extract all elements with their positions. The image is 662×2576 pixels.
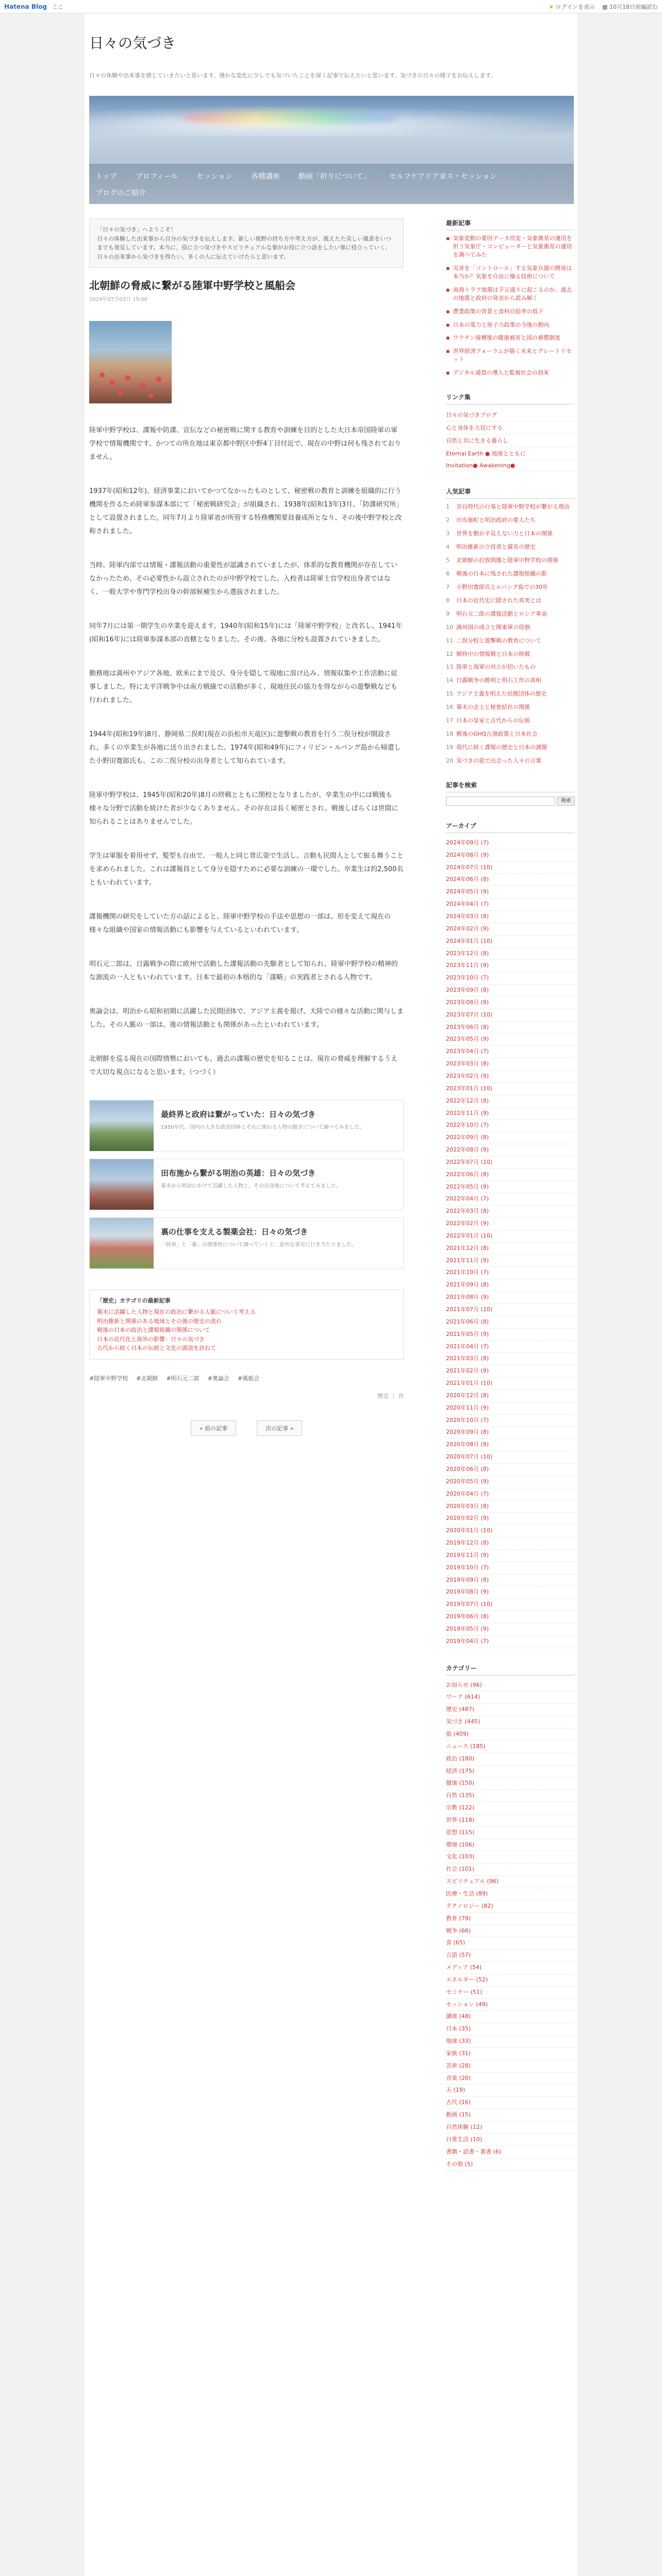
archive-item[interactable]: 2023年03月 (8) xyxy=(446,1058,575,1071)
entry-paragraph: 当時、陸軍内部では情報・諜報活動の重要性が認識されていましたが、体系的な教育機関が存在していなかったため、その必要性から設立されたのが中野学校でした。入校者は陸軍士官学校出身者ではなく、一般大学や専門学校出身の幹部候補生から選抜されました。 xyxy=(89,562,398,597)
sidebar-recent-item xyxy=(446,321,575,329)
search-input[interactable] xyxy=(446,796,555,806)
page-container xyxy=(84,13,578,2576)
archive-item[interactable]: 2021年12月 (8) xyxy=(446,1243,575,1255)
sidebar-recent-item xyxy=(446,264,575,281)
related-card[interactable] xyxy=(89,1159,404,1210)
popular-rank: 2 xyxy=(446,517,450,524)
category-item[interactable]: 教育 (79) xyxy=(446,1913,575,1925)
sidebar-recent-item xyxy=(446,369,575,377)
archive-item[interactable]: 2019年11月 (9) xyxy=(446,1550,575,1562)
entry-paragraph: 同年7月には第一期学生の卒業を迎えます。1940年(昭和15年)には「陸軍中野学校」と改名し、1941年(昭和16年)には陸軍参謀本部の直轄となりました。その後、各地に分校も設置されていきました。 xyxy=(89,622,403,644)
related-card[interactable] xyxy=(89,1217,404,1269)
bullet-icon: ▪ xyxy=(446,334,450,342)
popular-item xyxy=(446,623,575,632)
archive-item[interactable]: 2020年02月 (9) xyxy=(446,1513,575,1525)
archive-item[interactable]: 2019年10月 (7) xyxy=(446,1562,575,1574)
archive-item[interactable]: 2024年09月 (7) xyxy=(446,837,575,850)
archive-item[interactable]: 2022年11月 (9) xyxy=(446,1108,575,1120)
welcome-notice: 「日々の気づき」へようこそ！ 日々の体験した出来事から自分の気づきを伝えします。新しい視野の持ち方や考え方が、既えたた美しい風景をいつまでも発見しています。本当に、役に立つ気づきやスピリチュアルな事がお役に立つ話をしたい事に役立っていく、日々の出来事から気づきを得たい、多くの人に伝えていけたらと思います。 xyxy=(89,218,404,268)
popular-item xyxy=(446,637,575,645)
popular-rank: 17 xyxy=(446,717,453,724)
popular-rank: 15 xyxy=(446,690,453,698)
category-item[interactable]: 気づき (445) xyxy=(446,1716,575,1728)
blog-title[interactable]: 日々の気づき xyxy=(89,35,176,52)
category-item[interactable]: セミナー (51) xyxy=(446,1987,575,1999)
archive-item[interactable]: 2023年11月 (9) xyxy=(446,960,575,972)
main-column xyxy=(89,218,404,1436)
archive-item[interactable]: 2024年05月 (9) xyxy=(446,886,575,899)
entry-paragraph: 1944年(昭和19年)8月、静岡県二俣町(現在の浜松市天竜区)に遊撃戦の教育を行う二俣分校が開設され、多くの卒業生が各地に送り出されました。1974年(昭和49年)にフィリピン・ルバング島から帰還した小野田寛郎氏も、この二俣分校の出身者として知られています。 xyxy=(89,731,401,766)
related-card[interactable] xyxy=(89,1100,404,1151)
related-thumb xyxy=(90,1100,154,1151)
category-item[interactable]: 世界 (118) xyxy=(446,1815,575,1827)
category-item[interactable]: 講座 (48) xyxy=(446,2011,575,2023)
popular-item xyxy=(446,597,575,605)
entry-paragraph: 勤務地は満州やアジア各地、欧米にまで及び、身分を隠して現地に溶け込み、情報収集や工作活動に従事しました。特に太平洋戦争中は南方戦線での活動が多く、現地住民の協力を得ながらの遊撃戦なども行われました。 xyxy=(89,670,398,705)
archive-item[interactable]: 2022年01月 (10) xyxy=(446,1230,575,1243)
category-item[interactable]: 宗教 (122) xyxy=(446,1802,575,1815)
sidebar-link[interactable]: 日々の気づきブログ xyxy=(446,409,575,421)
popular-rank: 10 xyxy=(446,623,453,631)
sidebar-recent-link[interactable]: 日本の電力と原子力政策の今後の動向 xyxy=(453,321,550,328)
archive-item[interactable]: 2024年07月 (10) xyxy=(446,862,575,874)
category-recent-link[interactable]: 古代から続く日本の伝統と文化の源流を訪ねて xyxy=(97,1345,216,1352)
popular-link[interactable]: 日露戦争の勝利と明石工作の真相 xyxy=(456,677,541,684)
archive-item[interactable]: 2020年12月 (8) xyxy=(446,1390,575,1402)
category-item[interactable]: 旅 (409) xyxy=(446,1728,575,1741)
popular-item xyxy=(446,743,575,752)
popular-item xyxy=(446,530,575,538)
topbar-menu[interactable]: ここ xyxy=(52,3,63,10)
popular-item xyxy=(446,583,575,591)
popular-link[interactable]: アジア主義を唱えた民間団体の歴史 xyxy=(456,690,547,698)
category-item[interactable]: 日常生活 (10) xyxy=(446,2134,575,2146)
popular-link[interactable]: 日本の近代史に隠された真実とは xyxy=(456,597,541,604)
category-item[interactable]: 自然体験 (12) xyxy=(446,2122,575,2134)
archive-item[interactable]: 2021年01月 (10) xyxy=(446,1378,575,1390)
popular-item xyxy=(446,690,575,698)
popular-item xyxy=(446,570,575,578)
popular-rank: 20 xyxy=(446,757,453,764)
sidebar xyxy=(446,218,575,2171)
entry-tag[interactable]: #奥論会 xyxy=(207,1375,229,1382)
nav-item-4[interactable]: 動画「折りについて」 xyxy=(298,173,371,181)
category-item[interactable]: テクノロジー (82) xyxy=(446,1901,575,1913)
archive-item[interactable]: 2023年06月 (8) xyxy=(446,1022,575,1034)
category-item[interactable]: その他 (5) xyxy=(446,2159,575,2171)
blog-description: 日々の体験や出来事を感じていきたいと思います。僅かな変化に少しでも気づいたことを深く記事で伝えたいと思います。気づきの日々の様子をお伝えします。 xyxy=(89,72,496,79)
related-title[interactable]: 田布施から繋がる明治の英雄：日々の気づき xyxy=(161,1168,316,1178)
archive-item[interactable]: 2023年09月 (8) xyxy=(446,985,575,997)
nav-item-5[interactable]: セルフケアリア求ス・セッション xyxy=(389,173,497,181)
entry-paragraph: 諜報機関の研究をしていた方の話によると、陸軍中野学校の手法や思想の一部は、形を変えて現在の様々な組織や国家の情報活動にも影響を与えているといわれています。 xyxy=(89,913,391,935)
archive-item[interactable]: 2024年02月 (9) xyxy=(446,923,575,936)
archive-item[interactable]: 2021年06月 (8) xyxy=(446,1316,575,1329)
sidebar-recent-link[interactable]: 災害を「コントロール」する気象兵器の開発は本当か？気象を自由に操る技術について xyxy=(453,264,572,280)
category-item[interactable]: 社会 (101) xyxy=(446,1863,575,1876)
popular-rank: 3 xyxy=(446,530,450,537)
date-link[interactable]: ▦ 10月18日前編読む xyxy=(602,3,658,10)
sidebar-search-heading: 記事を検索 xyxy=(446,781,575,792)
archive-item[interactable]: 2021年09月 (8) xyxy=(446,1279,575,1292)
popular-link[interactable]: 幕末の志士と秘密結社の関係 xyxy=(456,704,530,711)
popular-link[interactable]: 戦後のGHQ占領政策と日本社会 xyxy=(456,731,538,738)
popular-item xyxy=(446,717,575,725)
archive-item[interactable]: 2019年12月 (8) xyxy=(446,1537,575,1550)
archive-item[interactable]: 2022年07月 (10) xyxy=(446,1157,575,1169)
entry-paragraph: 奥論会は、明治から昭和初期に活躍した民間団体で、アジア主義を掲げ、大陸での様々な活動に関与しました。その人脈の一部は、後の情報活動とも関係があったといわれています。 xyxy=(89,1008,404,1029)
popular-link[interactable]: 明治維新の立役者と薩長の歴史 xyxy=(456,544,536,550)
popular-link[interactable]: 戦時中の情報戦と日本の敗戦 xyxy=(456,650,530,657)
category-item[interactable]: 地球 (33) xyxy=(446,2036,575,2048)
share-area xyxy=(89,1392,404,1400)
category-recent-box xyxy=(89,1290,404,1360)
category-item[interactable]: 言語 (57) xyxy=(446,1950,575,1962)
category-item[interactable]: 書籍・読書・著書 (6) xyxy=(446,2146,575,2159)
bullet-icon: ▪ xyxy=(446,308,450,315)
category-recent-link[interactable]: 幕末に活躍した人物と現在の政治に繋がる人脈について考える xyxy=(97,1308,256,1315)
popular-rank: 7 xyxy=(446,583,450,590)
sidebar-link[interactable]: Eternal Earth ● 地球とともに xyxy=(446,447,575,460)
sidebar-recent-link[interactable]: デジタル通貨の導入と監視社会の到来 xyxy=(453,369,549,377)
sidebar-category-heading: カテゴリー xyxy=(446,1664,575,1675)
popular-item xyxy=(446,703,575,711)
sidebar-search xyxy=(446,796,575,806)
sidebar-recent-item xyxy=(446,347,575,364)
archive-item[interactable]: 2023年02月 (9) xyxy=(446,1071,575,1083)
share-label[interactable]: 歴史 ｜ 共 xyxy=(377,1392,404,1399)
related-thumb xyxy=(90,1159,154,1210)
popular-link[interactable]: 日本の皇室と古代からの伝統 xyxy=(456,717,530,724)
sidebar-recent-link[interactable]: 南海トラフ地震は予言通りに起こるのか、過去の地震と政府の発表から読み解く xyxy=(453,286,572,301)
archive-item[interactable]: 2019年05月 (9) xyxy=(446,1623,575,1636)
archive-item[interactable]: 2020年09月 (8) xyxy=(446,1427,575,1439)
category-item[interactable]: 政治 (180) xyxy=(446,1753,575,1766)
sidebar-link[interactable]: 心と身体を大切にする xyxy=(446,421,575,434)
popular-link[interactable]: 小野田寛郎氏とルバング島での30年 xyxy=(456,583,549,590)
archive-item[interactable]: 2021年03月 (8) xyxy=(446,1353,575,1365)
search-button[interactable]: 検索 xyxy=(557,796,575,806)
entry-tag[interactable]: #明石元二郎 xyxy=(166,1375,200,1382)
bullet-icon: ▪ xyxy=(446,286,450,293)
archive-item[interactable]: 2021年10月 (7) xyxy=(446,1267,575,1279)
archive-item[interactable]: 2020年06月 (8) xyxy=(446,1464,575,1476)
popular-rank: 14 xyxy=(446,677,453,684)
entry-title[interactable]: 北朝鮮の脅威に繋がる陸軍中野学校と風船会 xyxy=(89,279,295,292)
archive-item[interactable]: 2021年08月 (9) xyxy=(446,1292,575,1304)
popular-item xyxy=(446,610,575,618)
archive-item[interactable]: 2022年12月 (8) xyxy=(446,1095,575,1108)
related-title[interactable]: 最終界と政府は繋がっていた：日々の気づき xyxy=(161,1110,316,1120)
popular-item xyxy=(446,556,575,565)
popular-rank: 19 xyxy=(446,744,453,751)
popular-item xyxy=(446,663,575,671)
popular-item xyxy=(446,516,575,524)
popular-link[interactable]: 満州国の成立と関東軍の役割 xyxy=(456,623,530,631)
nav-item-1[interactable]: プロフィール xyxy=(135,173,178,181)
archive-item[interactable]: 2023年04月 (7) xyxy=(446,1046,575,1058)
sidebar-popular-heading: 人気記事 xyxy=(446,487,575,499)
entry-tag[interactable]: #風船会 xyxy=(237,1375,260,1382)
related-desc: 「陸軍」と「薬」の関係性について調べていくと、意外な事実に行き当たりました。 xyxy=(161,1242,357,1248)
archive-item[interactable]: 2024年03月 (8) xyxy=(446,911,575,923)
entry-paragraph: 北朝鮮を巡る現在の国際情勢においても、過去の諜報の歴史を知ることは、現在の脅威を理解するうえで大切な視点になると思います。（つづく） xyxy=(89,1055,398,1077)
next-entry-button[interactable]: 次の記事 » xyxy=(257,1420,302,1436)
popular-item xyxy=(446,757,575,765)
popular-item xyxy=(446,650,575,658)
sidebar-links-heading: リンク集 xyxy=(446,393,575,404)
archive-item[interactable]: 2021年11月 (9) xyxy=(446,1255,575,1267)
header-rainbow xyxy=(182,110,399,126)
sidebar-recent-link[interactable]: 気象変動の要因データ改変・気象衛星の運用を担う気象庁・コンピューターと気象衛星の運用を調べてみた xyxy=(453,235,572,258)
archive-item[interactable]: 2024年08月 (9) xyxy=(446,850,575,862)
category-item[interactable]: 健康 (150) xyxy=(446,1777,575,1790)
popular-item xyxy=(446,676,575,685)
archive-item[interactable]: 2019年07月 (10) xyxy=(446,1599,575,1611)
archive-item[interactable]: 2019年06月 (8) xyxy=(446,1611,575,1623)
archive-item[interactable]: 2021年02月 (9) xyxy=(446,1365,575,1378)
category-item[interactable]: スピリチュアル (96) xyxy=(446,1876,575,1888)
entry-paragraph: 明石元二郎は、日露戦争の際に欧州で活動した諜報活動の先駆者として知られ、陸軍中野学校の精神的な源流の一人ともいわれています。日本で最初の本格的な「謀略」の実践者とされる人物です。 xyxy=(89,960,398,982)
popular-link[interactable]: 陸軍と海軍の対立が招いたもの xyxy=(456,664,536,671)
popular-link[interactable]: 現代に続く諜報の歴史と日本の課題 xyxy=(456,744,547,751)
archive-item[interactable]: 2022年05月 (9) xyxy=(446,1181,575,1194)
archive-item[interactable]: 2022年06月 (8) xyxy=(446,1169,575,1181)
nav-item-2[interactable]: セッション xyxy=(196,173,233,181)
category-item[interactable]: メディア (54) xyxy=(446,1962,575,1974)
category-item[interactable]: お知らせ (96) xyxy=(446,1680,575,1692)
archive-item[interactable]: 2020年08月 (9) xyxy=(446,1439,575,1451)
archive-item[interactable]: 2022年04月 (7) xyxy=(446,1193,575,1206)
sidebar-recent-link[interactable]: ワクチン接種後の健康被害と国の補償制度 xyxy=(453,334,560,342)
archive-item[interactable]: 2022年08月 (9) xyxy=(446,1144,575,1157)
popular-rank: 12 xyxy=(446,650,453,657)
popular-item xyxy=(446,543,575,551)
popular-rank: 11 xyxy=(446,637,453,644)
archive-item[interactable]: 2022年10月 (7) xyxy=(446,1120,575,1132)
archive-item[interactable]: 2023年07月 (10) xyxy=(446,1009,575,1022)
sidebar-recent-item xyxy=(446,234,575,259)
category-item[interactable]: 家族 (31) xyxy=(446,2048,575,2060)
entry-tag[interactable]: #陸軍中野学校 xyxy=(89,1375,128,1382)
entry-tag[interactable]: #北朝鮮 xyxy=(136,1375,158,1382)
topbar-right xyxy=(549,3,658,11)
category-item[interactable]: セッション (49) xyxy=(446,1999,575,2011)
archive-item[interactable]: 2020年11月 (9) xyxy=(446,1402,575,1415)
popular-rank: 9 xyxy=(446,610,450,617)
popular-item xyxy=(446,503,575,511)
archive-item[interactable]: 2020年03月 (8) xyxy=(446,1501,575,1513)
archive-item[interactable]: 2024年04月 (7) xyxy=(446,899,575,911)
sidebar-archive-heading: アーカイブ xyxy=(446,821,575,833)
popular-link[interactable]: 戦後の日本に残された諜報組織の影 xyxy=(456,570,547,577)
sidebar-link[interactable]: 自然と共に生きる暮らし xyxy=(446,434,575,447)
category-item[interactable]: 自然 (135) xyxy=(446,1790,575,1802)
sidebar-recent-item xyxy=(446,334,575,342)
popular-rank: 18 xyxy=(446,731,453,738)
bullet-icon: ▪ xyxy=(446,235,450,242)
pager xyxy=(89,1420,404,1436)
popular-rank: 8 xyxy=(446,597,450,604)
hatena-topbar xyxy=(0,0,662,13)
archive-item[interactable]: 2022年09月 (8) xyxy=(446,1132,575,1144)
entry-paragraph: 1937年(昭和12年)、経済事業においてかつてなかったものとして、秘密戦の教育と訓練を組織的に行う機関を作るため陸軍参謀本部にて「秘密戦研究会」が組織され、1938年(昭和13年)3月、「防諜研究所」として設置されました。同年7月より陸軍省が所管する特務機関要員養成所となり、その後中野学校と改称されました。 xyxy=(89,487,403,536)
category-item[interactable]: 戦争 (66) xyxy=(446,1925,575,1938)
archive-item[interactable]: 2021年05月 (9) xyxy=(446,1329,575,1341)
sidebar-recent-link[interactable]: 世界経済フォーラムが描く未来とグレートリセット xyxy=(453,348,572,363)
archive-item[interactable]: 2023年05月 (9) xyxy=(446,1033,575,1046)
popular-link[interactable]: 北朝鮮の拉致問題と陸軍中野学校の関係 xyxy=(456,556,558,564)
archive-item[interactable]: 2020年04月 (7) xyxy=(446,1488,575,1501)
bullet-icon: ▪ xyxy=(446,264,450,272)
related-desc: 幕末から明治にかけて活躍した人物と、その出身地について考えてみました。 xyxy=(161,1183,341,1190)
sidebar-recent-item xyxy=(446,308,575,316)
calendar-icon: ▦ xyxy=(602,3,608,10)
category-item[interactable]: 芸術 (28) xyxy=(446,2060,575,2073)
popular-rank: 6 xyxy=(446,570,450,577)
category-item[interactable]: 思想 (115) xyxy=(446,1827,575,1839)
popular-rank: 13 xyxy=(446,664,453,671)
category-item[interactable]: ニュース (185) xyxy=(446,1741,575,1753)
archive-item[interactable]: 2019年04月 (7) xyxy=(446,1636,575,1648)
related-desc: 1950年代、国内の大きな政治団体とそれに関わる人物の動きについて調べてみました。 xyxy=(161,1125,365,1131)
category-item[interactable]: 音楽 (20) xyxy=(446,2073,575,2085)
archive-item[interactable]: 2022年02月 (9) xyxy=(446,1218,575,1230)
entry-date[interactable]: 2024年07月03日 15:00 xyxy=(89,297,147,303)
entry-tags xyxy=(89,1374,404,1382)
category-item[interactable]: 環境 (106) xyxy=(446,1839,575,1852)
nav-item-3[interactable]: 各種講座 xyxy=(251,173,280,181)
archive-item[interactable]: 2024年01月 (10) xyxy=(446,936,575,948)
category-item[interactable]: 医療・生活 (89) xyxy=(446,1888,575,1901)
popular-rank: 1 xyxy=(446,503,450,511)
category-item[interactable]: 文化 (103) xyxy=(446,1851,575,1863)
header-image xyxy=(89,96,574,164)
archive-item[interactable]: 2024年06月 (8) xyxy=(446,874,575,886)
archive-item[interactable]: 2021年07月 (10) xyxy=(446,1304,575,1316)
bullet-icon: ▪ xyxy=(446,369,450,377)
nav-item-0[interactable]: トップ xyxy=(95,173,117,181)
category-item[interactable]: 天 (19) xyxy=(446,2084,575,2097)
sidebar-recent-item xyxy=(446,286,575,302)
popular-rank: 4 xyxy=(446,544,450,550)
related-body xyxy=(154,1100,372,1151)
archive-item[interactable]: 2022年03月 (8) xyxy=(446,1206,575,1218)
popular-item xyxy=(446,730,575,738)
archive-item[interactable]: 2020年10月 (7) xyxy=(446,1415,575,1427)
archive-item[interactable]: 2019年09月 (8) xyxy=(446,1574,575,1587)
archive-item[interactable]: 2021年04月 (7) xyxy=(446,1341,575,1353)
entry-body xyxy=(89,424,404,1079)
popular-link[interactable]: 世界を動かす見えない力と日本の関係 xyxy=(456,530,553,537)
category-recent-heading: 「歴史」カテゴリの最新記事 xyxy=(97,1297,171,1304)
related-entries xyxy=(89,1100,404,1269)
global-nav xyxy=(89,164,574,204)
sidebar-link[interactable]: Invitation● Awakening● xyxy=(446,460,575,471)
popular-link[interactable]: 田布施町と明治政府の要人たち xyxy=(456,517,536,524)
bullet-icon: ▪ xyxy=(446,348,450,355)
archive-item[interactable]: 2020年07月 (10) xyxy=(446,1451,575,1464)
popular-link[interactable]: 明石元二郎の諜報活動とロシア革命 xyxy=(456,610,547,617)
category-item[interactable]: ワーク (614) xyxy=(446,1691,575,1704)
hatena-logo[interactable]: Hatena Blog xyxy=(4,3,47,10)
related-thumb xyxy=(90,1218,154,1268)
archive-item[interactable]: 2023年01月 (10) xyxy=(446,1083,575,1095)
popular-link[interactable]: 二俣分校と遊撃戦の教育について xyxy=(456,637,541,644)
category-item[interactable]: 古代 (16) xyxy=(446,2097,575,2109)
category-item[interactable]: 経済 (175) xyxy=(446,1766,575,1778)
entry-photo xyxy=(89,321,172,403)
login-link[interactable]: ★ ログインを表示 xyxy=(549,3,595,10)
nav-item-6[interactable]: ブログのご紹介 xyxy=(95,189,146,197)
archive-item[interactable]: 2020年01月 (10) xyxy=(446,1525,575,1537)
archive-item[interactable]: 2023年10月 (7) xyxy=(446,972,575,985)
category-item[interactable]: 食 (65) xyxy=(446,1937,575,1950)
sidebar-recent-link[interactable]: 農業政策の背景と食料自給率の低下 xyxy=(453,308,544,315)
archive-item[interactable]: 2023年12月 (8) xyxy=(446,948,575,960)
category-recent-link[interactable]: 戦後の日本の政治と諜報組織の関係について xyxy=(97,1327,210,1334)
archive-item[interactable]: 2020年05月 (9) xyxy=(446,1476,575,1488)
category-recent-link[interactable]: 日本の近代化と海外の影響：日々の気づき xyxy=(97,1335,205,1343)
category-item[interactable]: 動画 (15) xyxy=(446,2109,575,2122)
entry-paragraph: 陸軍中野学校は、1945年(昭和20年)8月の終戦とともに閉校となりましたが、卒業生の中には戦後も様々な分野で活動を続けた者が少なくありません。その存在は長く秘密とされ、戦後しばらくは世間に知られることはありませんでした。 xyxy=(89,791,399,826)
sidebar-recent-heading: 最新記事 xyxy=(446,218,575,230)
related-title[interactable]: 裏の仕事を支える製薬会社：日々の気づき xyxy=(161,1227,308,1237)
archive-item[interactable]: 2019年08月 (9) xyxy=(446,1586,575,1599)
related-body xyxy=(154,1218,364,1268)
related-body xyxy=(154,1159,349,1210)
category-item[interactable]: エネルギー (52) xyxy=(446,1974,575,1987)
archive-item[interactable]: 2023年08月 (9) xyxy=(446,997,575,1009)
category-item[interactable]: 日本 (35) xyxy=(446,2023,575,2036)
prev-entry-button[interactable]: « 前の記事 xyxy=(191,1420,236,1436)
category-recent-link[interactable]: 明治維新と関係のある地域とその後の歴史の流れ xyxy=(97,1317,222,1325)
star-icon: ★ xyxy=(549,3,554,10)
popular-rank: 5 xyxy=(446,556,450,564)
category-item[interactable]: 歴史 (487) xyxy=(446,1704,575,1716)
popular-link[interactable]: 気づきの旅で出会った人々の言葉 xyxy=(456,757,541,764)
entry-paragraph: 陸軍中野学校は、諜報や防諜、宣伝などの秘密戦に関する教育や訓練を目的とした大日本帝国陸軍の軍学校で情報機関です。かつての所在地は東京都中野区中野4丁目付近で、現在の中野は何も残されておりません。 xyxy=(89,427,401,462)
popular-rank: 16 xyxy=(446,704,453,711)
popular-link[interactable]: 奈良時代の行基と陸軍中野学校が繋がる理由 xyxy=(456,503,570,511)
entry-paragraph: 学生は軍服を着用せず、髪型も自由で、一般人と同じ背広姿で生活し、言動も民間人として振る舞うことを求められました。これは諜報員として身分を隠すために必要な訓練の一環でした。卒業生は約2,500名ともいわれています。 xyxy=(89,852,404,887)
bullet-icon: ▪ xyxy=(446,321,450,328)
